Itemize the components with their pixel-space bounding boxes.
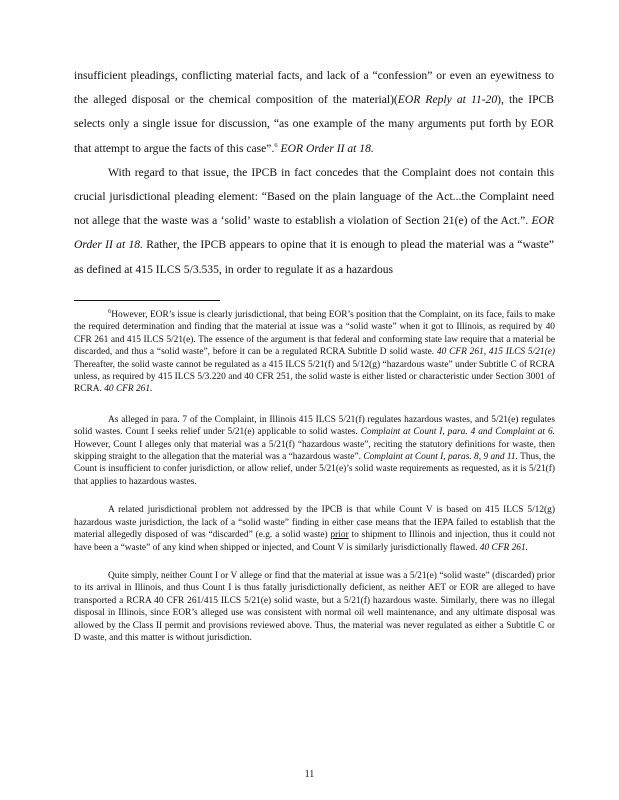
body-paragraph-2: [74, 161, 554, 282]
text-run: Thereafter, the solid waste cannot be regulated as a 415 ILCS 5/21(f) and 5/12(g) “hazardous waste” under Subtitle C of RCRA unless, as required by 415 ILCS 5/3.220 and 40 CFR 251, the solid waste is either listed or characteristic under Section 3001 of RCRA.: [74, 359, 555, 395]
page-number: 11: [304, 769, 315, 780]
text-run: Quite simply, neither Count I or V allege or find that the material at issue was a 5/21(e) “solid waste” (discarded) prior to its arrival in Illinois, and thus Count I is thus fatally jurisdictionally deficient, as neither AET or EOR are alleged to have transported a RCRA 40 CFR 261/415 ILCS 5/21(e) solid waste, but a 5/21(f) hazardous waste. Similarly, there was no illegal disposal in Illinois, since EOR’s alleged use was consistent with normal oil well maintenance, and any ultimate disposal was allowed by the Class II permit and provisions reviewed above. Thus, the material was never regulated as either a Subtitle C or D waste, and this matter is without jurisdiction.: [74, 570, 555, 643]
footnotes: [74, 309, 555, 660]
text-run: Rather, the IPCB appears to opine that it is enough to plead the material was a “waste” as defined at 415 ILCS 5/3.535, in order to regulate it as a hazardous: [74, 238, 554, 276]
footnote-marker: 6: [274, 141, 278, 149]
footnote-separator: [74, 300, 220, 301]
citation: EOR Order II at 18.: [280, 141, 374, 155]
citation: 40 CFR 261.: [479, 542, 528, 553]
text-run: However, Count I alleges only that material was a 5/21(f) “hazardous waste”, reciting the statutory definitions for waste, then skipping straight to the allegation that the material was a “hazardous waste”.: [74, 439, 555, 463]
body-paragraph-1: [74, 64, 554, 161]
footnote-marker: 6: [108, 307, 112, 315]
text-run: to shipment to Illinois and injection, thus it could not have been a “waste” of any kind when shipped or injected, and Count V is similarly jurisdictionally flawed.: [74, 530, 555, 553]
text-run: insufficient pleadings, conflicting material facts, and lack of a “confession” or even an eyewitness to the alleged disposal or the chemical composition of the material)(: [74, 69, 554, 107]
text-run: However, EOR’s issue is clearly jurisdictional, that being EOR’s position that the Complaint, on its face, fails to make the required determination and finding that the material at issue was a “solid waste” when it got to Illinois, as required by 40 CFR 261 and 415 ILCS 5/21(e). The essence of the argument is that federal and conforming state law require that a material be discarded, and thus a “solid waste”, before it can be a regulated RCRA Subtitle D solid waste.: [74, 310, 555, 358]
text-run: With regard to that issue, the IPCB in fact concedes that the Complaint does not contain this crucial jurisdictional pleading element: “Based on the plain language of the Act...the Complaint need not allege that the waste was a ‘solid’ waste to establish a violation of Section 21(e) of the Act.”.: [74, 165, 554, 228]
footnote-paragraph-4: [74, 570, 555, 644]
citation: 40 CFR 261, 415 ILCS 5/21(e): [436, 347, 555, 358]
footnote-paragraph-3: [74, 504, 555, 554]
text-run: As alleged in para. 7 of the Complaint, in Illinois 415 ILCS 5/21(f) regulates hazardous wastes, and 5/21(e) regulates solid wastes. Count I seeks relief under 5/21(e) applicable to solid wastes.: [74, 414, 555, 438]
text-run: ), the IPCB selects only a single issue for discussion, “as one example of the many arguments put forth by EOR that attempt to argue the facts of this case”.: [74, 93, 554, 155]
body-text: [74, 64, 554, 282]
footnote-paragraph-2: [74, 414, 555, 488]
citation: EOR Order II at 18.: [74, 214, 554, 252]
citation: EOR Reply at 11-20: [397, 93, 498, 107]
text-run: Thus, the Count is insufficient to confer jurisdiction, or allow relief, under 5/21(e)’s solid waste requirements as requested, as it is 5/21(f) that applies to hazardous wastes.: [74, 452, 556, 487]
citation: 40 CFR 261.: [104, 384, 153, 395]
footnote-6: [74, 309, 555, 396]
emphasis: prior: [330, 530, 349, 541]
citation: Complaint at Count I, paras. 8, 9 and 11.: [363, 452, 518, 463]
text-run: A related jurisdictional problem not addressed by the IPCB is that while Count V is based on 415 ILCS 5/12(g) hazardous waste jurisdiction, the lack of a “solid waste” finding in either case means that the IEPA failed to establish that the material allegedly disposed of was “discarded” (e.g. a solid waste): [74, 505, 555, 541]
citation: Complaint at Count I, para. 4 and Complaint at 6.: [360, 427, 556, 438]
